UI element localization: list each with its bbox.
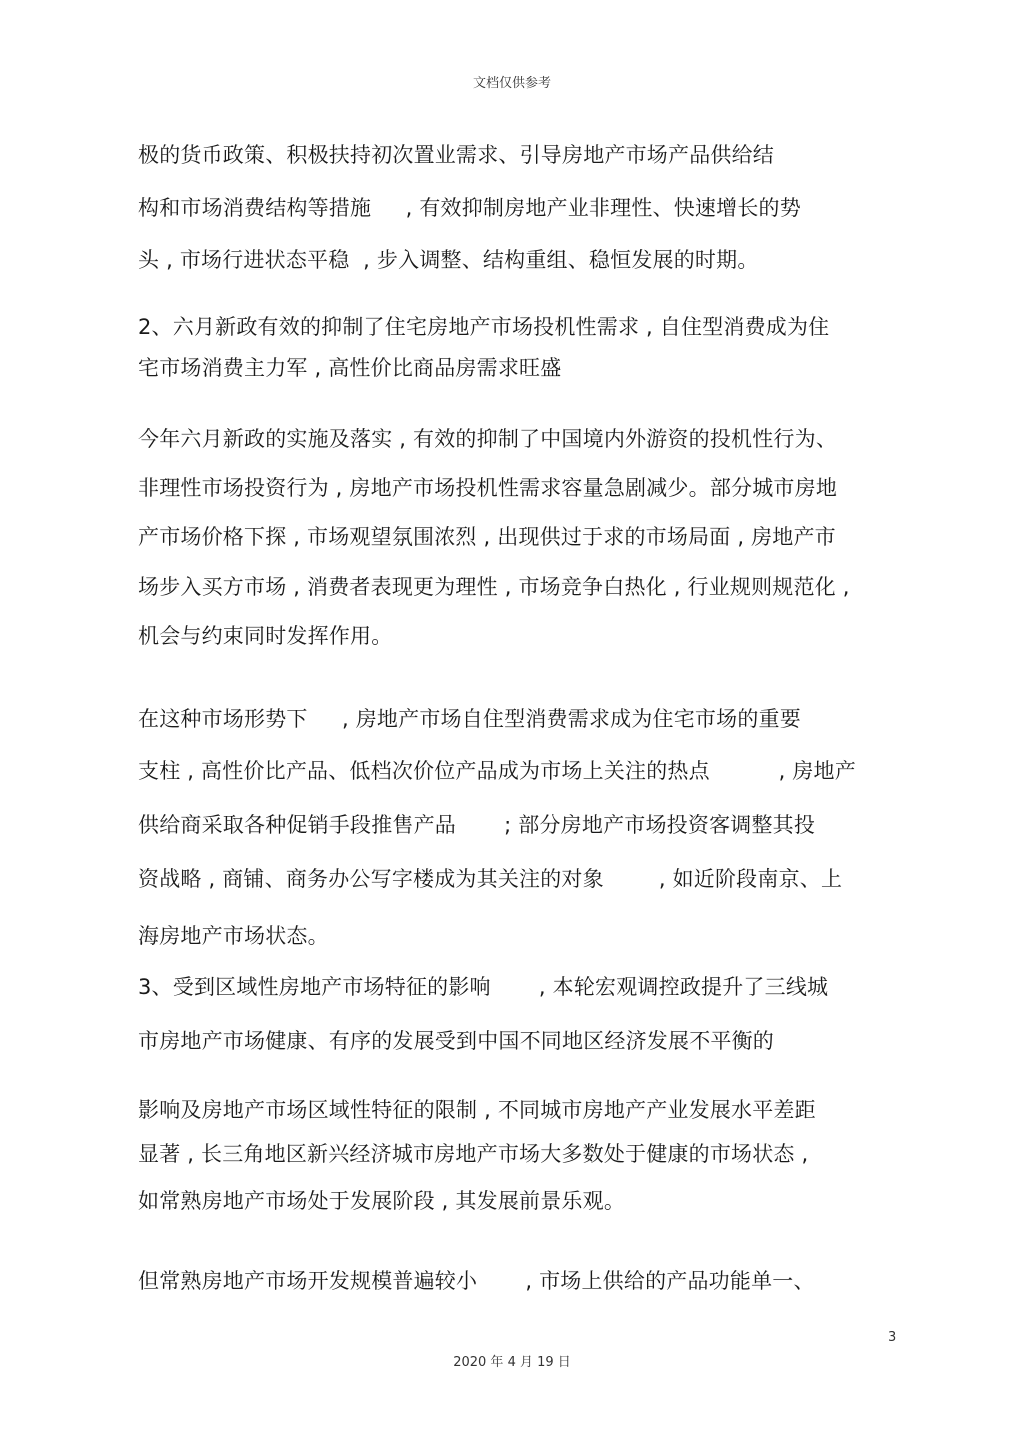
body-line: 头 , 市场行进状态平稳 , 步入调整、结构重组、稳恒发展的时期。: [138, 248, 759, 272]
body-line: 但常熟房地产市场开发规模普遍较小 , 市场上供给的产品功能单一、: [138, 1269, 815, 1293]
body-line: 3、受到区域性房地产市场特征的影响 , 本轮宏观调控政提升了三线城: [138, 975, 829, 999]
body-line: 非理性市场投资行为 , 房地产市场投机性需求容量急剧减少。部分城市房地: [138, 476, 838, 500]
body-line: 极的货币政策、积极扶持初次置业需求、引导房地产市场产品供给结: [138, 143, 774, 167]
body-line: 场步入买方市场 , 消费者表现更为理性 , 市场竞争白热化 , 行业规则规范化 ,: [138, 575, 850, 599]
body-line: 产市场价格下探 , 市场观望氛围浓烈 , 出现供过于求的市场局面 , 房地产市: [138, 525, 836, 549]
body-line: 海房地产市场状态。: [138, 924, 329, 948]
body-line: 市房地产市场健康、有序的发展受到中国不同地区经济发展不平衡的: [138, 1029, 774, 1053]
body-line: 支柱 , 高性价比产品、低档次价位产品成为市场上关注的热点 , 房地产: [138, 759, 856, 783]
body-line: 构和市场消费结构等措施 , 有效抑制房地产业非理性、快速增长的势: [138, 196, 801, 220]
body-line: 宅市场消费主力军 , 高性价比商品房需求旺盛: [138, 356, 562, 380]
body-line: 显著 , 长三角地区新兴经济城市房地产市场大多数处于健康的市场状态 ,: [138, 1142, 809, 1166]
body-line: 影响及房地产市场区域性特征的限制 , 不同城市房地产产业发展水平差距: [138, 1098, 816, 1122]
body-line: 机会与约束同时发挥作用。: [138, 624, 393, 648]
body-line: 资战略 , 商铺、商务办公写字楼成为其关注的对象 , 如近阶段南京、上: [138, 867, 843, 891]
page-footer-date: 2020 年 4 月 19 日: [453, 1355, 571, 1370]
body-line: 2、六月新政有效的抑制了住宅房地产市场投机性需求 , 自住型消费成为住: [138, 315, 830, 339]
body-line: 在这种市场形势下 , 房地产市场自住型消费需求成为住宅市场的重要: [138, 707, 801, 731]
body-line: 今年六月新政的实施及落实 , 有效的抑制了中国境内外游资的投机性行为、: [138, 427, 838, 451]
body-line: 如常熟房地产市场处于发展阶段 , 其发展前景乐观。: [138, 1189, 626, 1213]
page-number: 3: [888, 1330, 897, 1345]
body-line: 供给商采取各种促销手段推售产品 ; 部分房地产市场投资客调整其投: [138, 813, 816, 837]
page-header: 文档仅供参考: [472, 76, 551, 91]
